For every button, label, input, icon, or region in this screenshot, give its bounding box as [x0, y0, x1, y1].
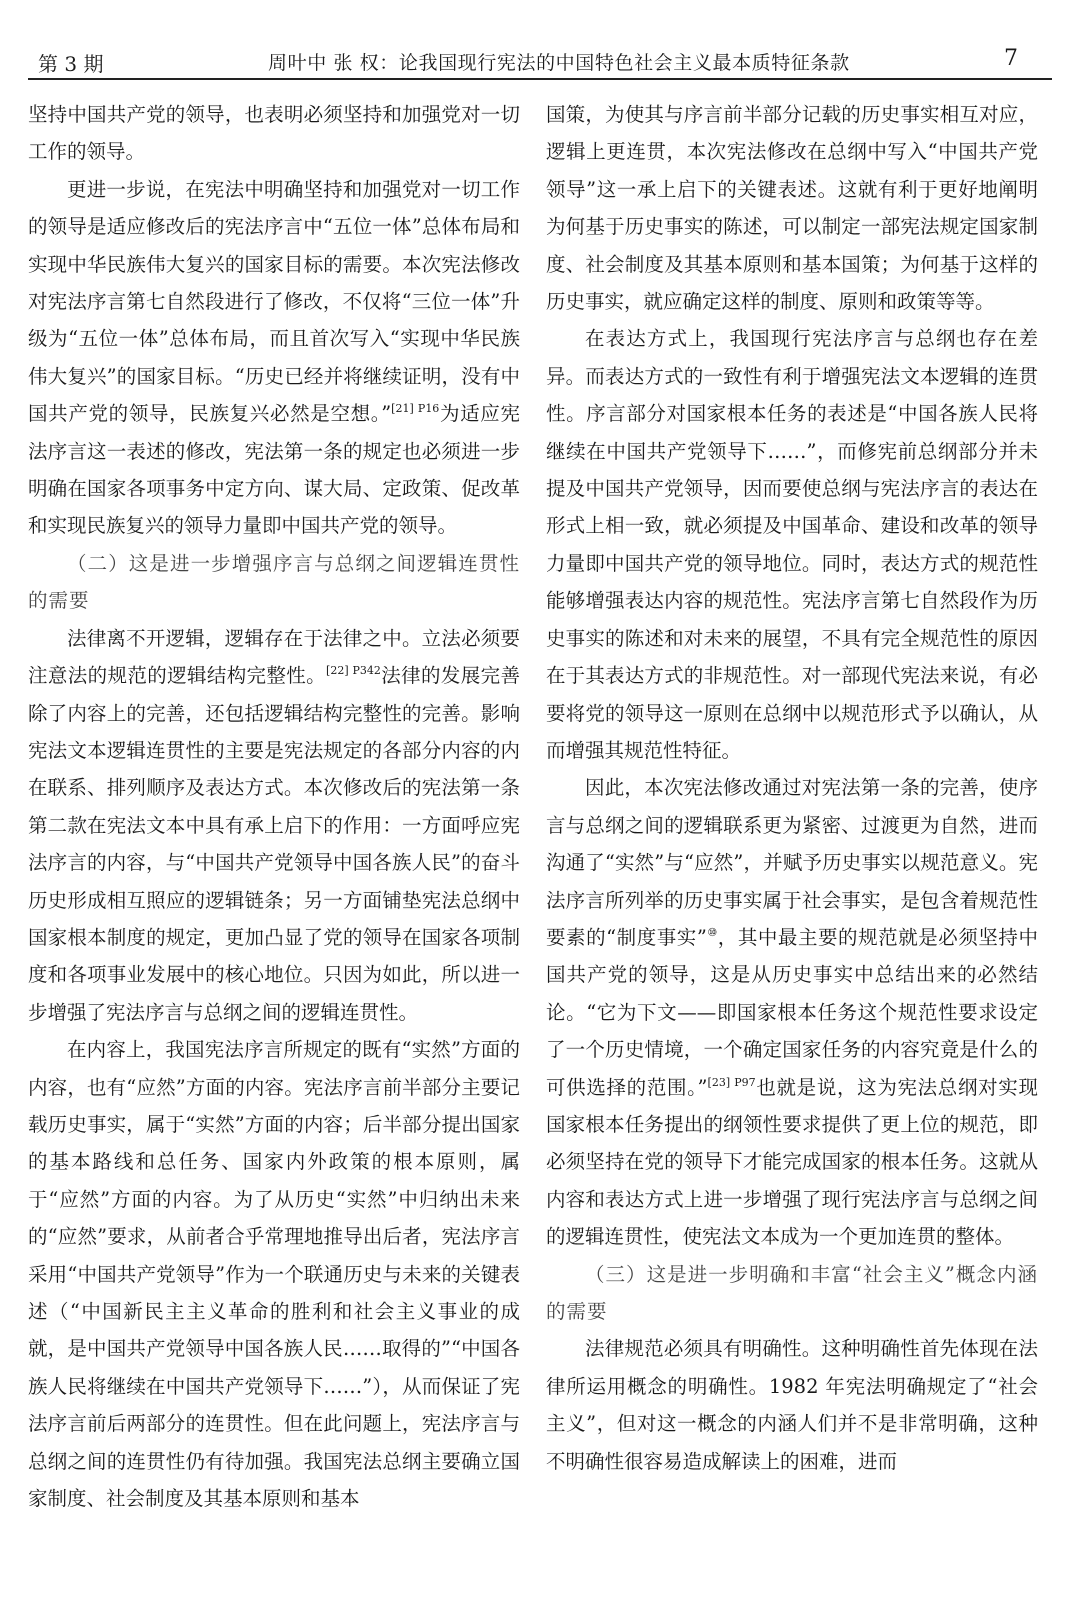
body-paragraph	[546, 320, 1038, 769]
text-segment: （三）这是进一步明确和丰富“社会主义”概念内涵的需要	[546, 1262, 1038, 1323]
left-column	[28, 96, 520, 1517]
text-segment: 国策，为使其与序言前半部分记载的历史事实相互对应，逻辑上更连贯，本次宪法修改在总纲中写入“中国共产党领导”这一承上启下的关键表述。这就有利于更好地阐明为何基于历史事实的陈述，可以制定一部宪法规定国家制度、社会制度及其基本原则和基本国策；为何基于这样的历史事实，就应确定这样的制度、原则和政策等等。	[546, 103, 1038, 314]
section-heading	[28, 545, 520, 620]
text-segment: 因此，本次宪法修改通过对宪法第一条的完善，使序言与总纲之间的逻辑联系更为紧密、过渡更为自然，进而沟通了“实然”与“应然”，并赋予历史事实以规范意义。宪法序言所列举的历史事实属于社会事实，是包含着规范性要素的“制度事实”	[546, 776, 1038, 949]
running-title: 周叶中 张 权：论我国现行宪法的中国特色社会主义最本质特征条款	[268, 52, 850, 74]
running-header	[28, 44, 1052, 80]
text-segment: 在表达方式上，我国现行宪法序言与总纲也存在差异。而表达方式的一致性有利于增强宪法文本逻辑的连贯性。序言部分对国家根本任务的表述是“中国各族人民将继续在中国共产党领导下……”，而修宪前总纲部分并未提及中国共产党领导，因而要使总纲与宪法序言的表达在形式上相一致，就必须提及中国革命、建设和改革的领导力量即中国共产党的领导地位。同时，表达方式的规范性能够增强表达内容的规范性。宪法序言第七自然段作为历史事实的陈述和对未来的展望，不具有完全规范性的原因在于其表达方式的非规范性。对一部现代宪法来说，有必要将党的领导这一原则在总纲中以规范形式予以确认，从而增强其规范性特征。	[546, 327, 1038, 762]
body-paragraph	[546, 769, 1038, 1255]
text-segment: 也就是说，这为宪法总纲对实现国家根本任务提出的纲领性要求提供了更上位的规范，即必须坚持在党的领导下才能完成国家的根本任务。这就从内容和表达方式上进一步增强了现行宪法序言与总纲之间的逻辑连贯性，使宪法文本成为一个更加连贯的整体。	[546, 1075, 1038, 1249]
text-segment: ，其中最主要的规范就是必须坚持中国共产党的领导，这是从历史事实中总结出来的必然结论。“它为下文——即国家根本任务这个规范性要求设定了一个历史情境，一个确定国家任务的内容究竟是什么的可供选择的范围。”	[546, 925, 1038, 1099]
text-segment: 法律规范必须具有明确性。这种明确性首先体现在法律所运用概念的明确性。1982 年宪法明确规定了“社会主义”，但对这一概念的内涵人们并不是非常明确，这种不明确性很容易造成解读上的困难，进而	[546, 1337, 1038, 1473]
body-paragraph	[546, 96, 1038, 320]
body-paragraph	[28, 96, 520, 171]
citation-marker: [21] P16	[391, 402, 440, 416]
text-segment: （二）这是进一步增强序言与总纲之间逻辑连贯性的需要	[28, 551, 520, 613]
text-segment: 法律的发展完善除了内容上的完善，还包括逻辑结构完整性的完善。影响宪法文本逻辑连贯性的主要是宪法规定的各部分内容的内在联系、排列顺序及表达方式。本次修改后的宪法第一条第二款在宪法文本中具有承上启下的作用：一方面呼应宪法序言的内容，与“中国共产党领导中国各族人民”的奋斗历史形成相互照应的逻辑链条；另一方面铺垫宪法总纲中国家根本制度的规定，更加凸显了党的领导在国家各项制度和各项事业发展中的核心地位。只因为如此，所以进一步增强了宪法序言与总纲之间的逻辑连贯性。	[28, 664, 520, 1024]
body-paragraph	[28, 620, 520, 1031]
body-paragraph	[28, 171, 520, 545]
section-heading	[546, 1256, 1038, 1331]
text-segment: 为适应宪法序言这一表述的修改，宪法第一条的规定也必须进一步明确在国家各项事务中定方向、谋大局、定政策、促改革和实现民族复兴的领导力量即中国共产党的领导。	[28, 402, 520, 538]
citation-marker: [22] P342	[326, 664, 381, 678]
citation-marker: ⑩	[706, 925, 718, 939]
text-segment: 坚持中国共产党的领导，也表明必须坚持和加强党对一切工作的领导。	[28, 103, 520, 164]
right-column	[546, 96, 1038, 1480]
text-segment: 在内容上，我国宪法序言所规定的既有“实然”方面的内容，也有“应然”方面的内容。宪法序言前半部分主要记载历史事实，属于“实然”方面的内容；后半部分提出国家的基本路线和总任务、国家内外政策的根本原则，属于“应然”方面的内容。为了从历史“实然”中归纳出未来的“应然”要求，从前者合乎常理地推导出后者，宪法序言采用“中国共产党领导”作为一个联通历史与未来的关键表述（“中国新民主主义革命的胜利和社会主义事业的成就，是中国共产党领导中国各族人民……取得的”“中国各族人民将继续在中国共产党领导下……”），从而保证了宪法序言前后两部分的连贯性。但在此问题上，宪法序言与总纲之间的连贯性仍有待加强。我国宪法总纲主要确立国家制度、社会制度及其基本原则和基本	[28, 1038, 520, 1511]
text-segment: 更进一步说，在宪法中明确坚持和加强党对一切工作的领导是适应修改后的宪法序言中“五位一体”总体布局和实现中华民族伟大复兴的国家目标的需要。本次宪法修改对宪法序言第七自然段进行了修改，不仅将“三位一体”升级为“五位一体”总体布局，而且首次写入“实现中华民族伟大复兴”的国家目标。“历史已经并将继续证明，没有中国共产党的领导，民族复兴必然是空想。”	[28, 177, 520, 426]
page-number: 7	[1004, 46, 1018, 71]
citation-marker: [23] P97	[707, 1075, 756, 1089]
issue-label: 第 3 期	[38, 52, 104, 76]
body-paragraph	[546, 1330, 1038, 1480]
body-paragraph	[28, 1031, 520, 1517]
text-segment: 法律离不开逻辑，逻辑存在于法律之中。立法必须要注意法的规范的逻辑结构完整性。	[28, 626, 520, 688]
